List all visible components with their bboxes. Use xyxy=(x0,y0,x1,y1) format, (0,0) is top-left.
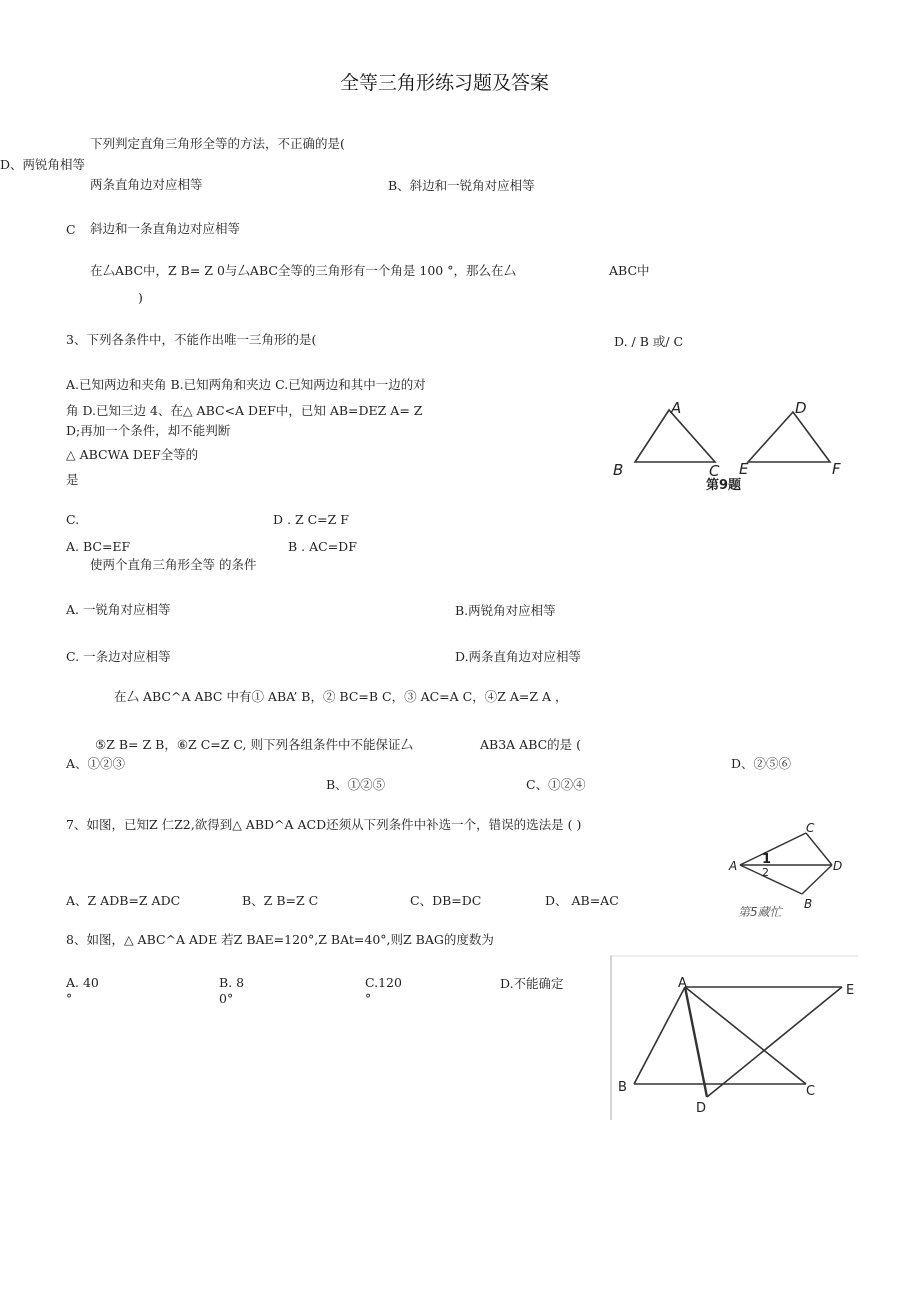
fig9-label-d: D xyxy=(795,399,807,417)
q4-option-a: A. BC=EF xyxy=(66,539,131,554)
fig9-label-e: E xyxy=(739,460,749,478)
q1-option-c-letter: C xyxy=(66,222,76,237)
fig8-label-d: D xyxy=(696,1101,707,1116)
fig9-label-b: B xyxy=(613,461,624,479)
q6-option-c: C、①②④ xyxy=(526,777,586,792)
q5-option-c: C. 一条边对应相等 xyxy=(66,649,171,664)
q4-option-c: C. xyxy=(66,512,80,527)
q7-option-a: A、Z ADB=Z ADC xyxy=(66,893,181,908)
q8-option-c-degree: ° xyxy=(365,991,372,1006)
q7-option-c: C、DB=DC xyxy=(410,893,482,908)
q6-option-d: D、②⑤⑥ xyxy=(731,756,792,771)
fig8-label-a: A xyxy=(678,976,687,991)
q4-option-d: D . Z C=Z F xyxy=(273,512,349,527)
q8-option-a: A. 40 xyxy=(66,975,99,990)
q3-line2: 角 D.已知三边 4、在△ ABC<A DEF中，已知 AB=DEZ A= Z xyxy=(66,403,423,418)
fig5-label-b: B xyxy=(804,897,813,911)
q2-stem: 在厶ABC中，Z B= Z 0与厶ABC全等的三角形有一个角是 100 °，那么在厶 xyxy=(90,263,516,278)
q1-option-d: D、两锐角相等 xyxy=(0,157,86,172)
q8-option-d: D.不能确定 xyxy=(500,976,564,991)
figure-5-kite xyxy=(722,818,852,926)
q3-line1: A.已知两边和夹角 B.已知两角和夹边 C.已知两边和其中一边的对 xyxy=(66,377,426,392)
q5-option-a: A. 一锐角对应相等 xyxy=(66,602,171,617)
q5-option-b: B.两锐角对应相等 xyxy=(455,603,556,618)
q2-tail: ABC中 xyxy=(609,263,650,278)
q2-paren: ) xyxy=(138,290,143,305)
fig9-caption: 第9题 xyxy=(706,478,742,493)
fig9-label-a: A xyxy=(671,399,682,417)
q1-option-b: B、斜边和一锐角对应相等 xyxy=(388,178,535,193)
fig5-angle-1: 1 xyxy=(762,852,772,867)
triangle-abc xyxy=(635,410,715,462)
q3-option-d: D. / B 或/ C xyxy=(614,334,684,349)
q5-stem: 使两个直角三角形全等 的条件 xyxy=(90,557,257,572)
q8-stem: 8、如图，△ ABC^A ADE 若Z BAE=120°,Z BAt=40°,则Z BAG的度数为 xyxy=(66,932,494,947)
q1-stem: 下列判定直角三角形全等的方法，不正确的是( xyxy=(90,136,345,151)
q1-option-a: 两条直角边对应相等 xyxy=(90,177,203,192)
q6-line2: ⑤Z B= Z B，⑥Z C=Z C, 则下列各组条件中不能保证厶 xyxy=(95,737,413,752)
q7-option-d: D、 AB=AC xyxy=(545,893,619,908)
fig5-label-a: A xyxy=(729,859,738,873)
q6-line1: 在厶 ABC^A ABC 中有① ABA’ B，② BC=B C，③ AC=A C，④Z A=Z A ， xyxy=(114,689,568,704)
page-title: 全等三角形练习题及答案 xyxy=(340,72,550,94)
fig5-caption: 第5藏忙 xyxy=(738,905,782,919)
q1-option-c: 斜边和一条直角边对应相等 xyxy=(90,221,241,236)
q8-option-b-degree: 0° xyxy=(219,991,234,1006)
fig5-angle-2: 2 xyxy=(762,866,769,879)
fig8-label-c: C xyxy=(806,1084,816,1099)
q6-option-a: A、①②③ xyxy=(66,756,126,771)
q6-option-b: B、①②⑤ xyxy=(326,777,386,792)
q3-stem: 3、下列各条件中，不能作出唯一三角形的是( xyxy=(66,332,317,347)
fig5-label-c: C xyxy=(806,821,815,835)
q5-option-d: D.两条直角边对应相等 xyxy=(455,649,582,664)
q3-line3: D;再加一个条件，却不能判断 xyxy=(66,423,231,438)
q6-tail: AB3A ABC的是 ( xyxy=(480,737,582,752)
fig8-label-e: E xyxy=(846,983,855,998)
q8-option-b: B. 8 xyxy=(219,975,245,990)
figure-q8 xyxy=(610,955,860,1120)
figure-9-triangles xyxy=(605,398,860,498)
q8-option-a-degree: ° xyxy=(66,991,73,1006)
q4-option-b: B . AC=DF xyxy=(288,539,357,554)
q7-option-b: B、Z B=Z C xyxy=(242,893,319,908)
fig8-label-b: B xyxy=(618,1080,627,1095)
fig5-label-d: D xyxy=(833,859,843,873)
triangle-def xyxy=(748,412,830,462)
q3-line4: △ ABCWA DEF全等的 xyxy=(66,447,199,462)
q3-line5: 是 xyxy=(66,472,79,487)
q8-option-c: C.120 xyxy=(365,975,402,990)
q7-stem: 7、如图，已知Z 仁Z2,欲得到△ ABD^A ACD还须从下列条件中补选一个，错误的选法是 ( ) xyxy=(66,817,582,832)
fig9-label-c: C xyxy=(709,462,720,480)
fig9-label-f: F xyxy=(832,460,841,478)
